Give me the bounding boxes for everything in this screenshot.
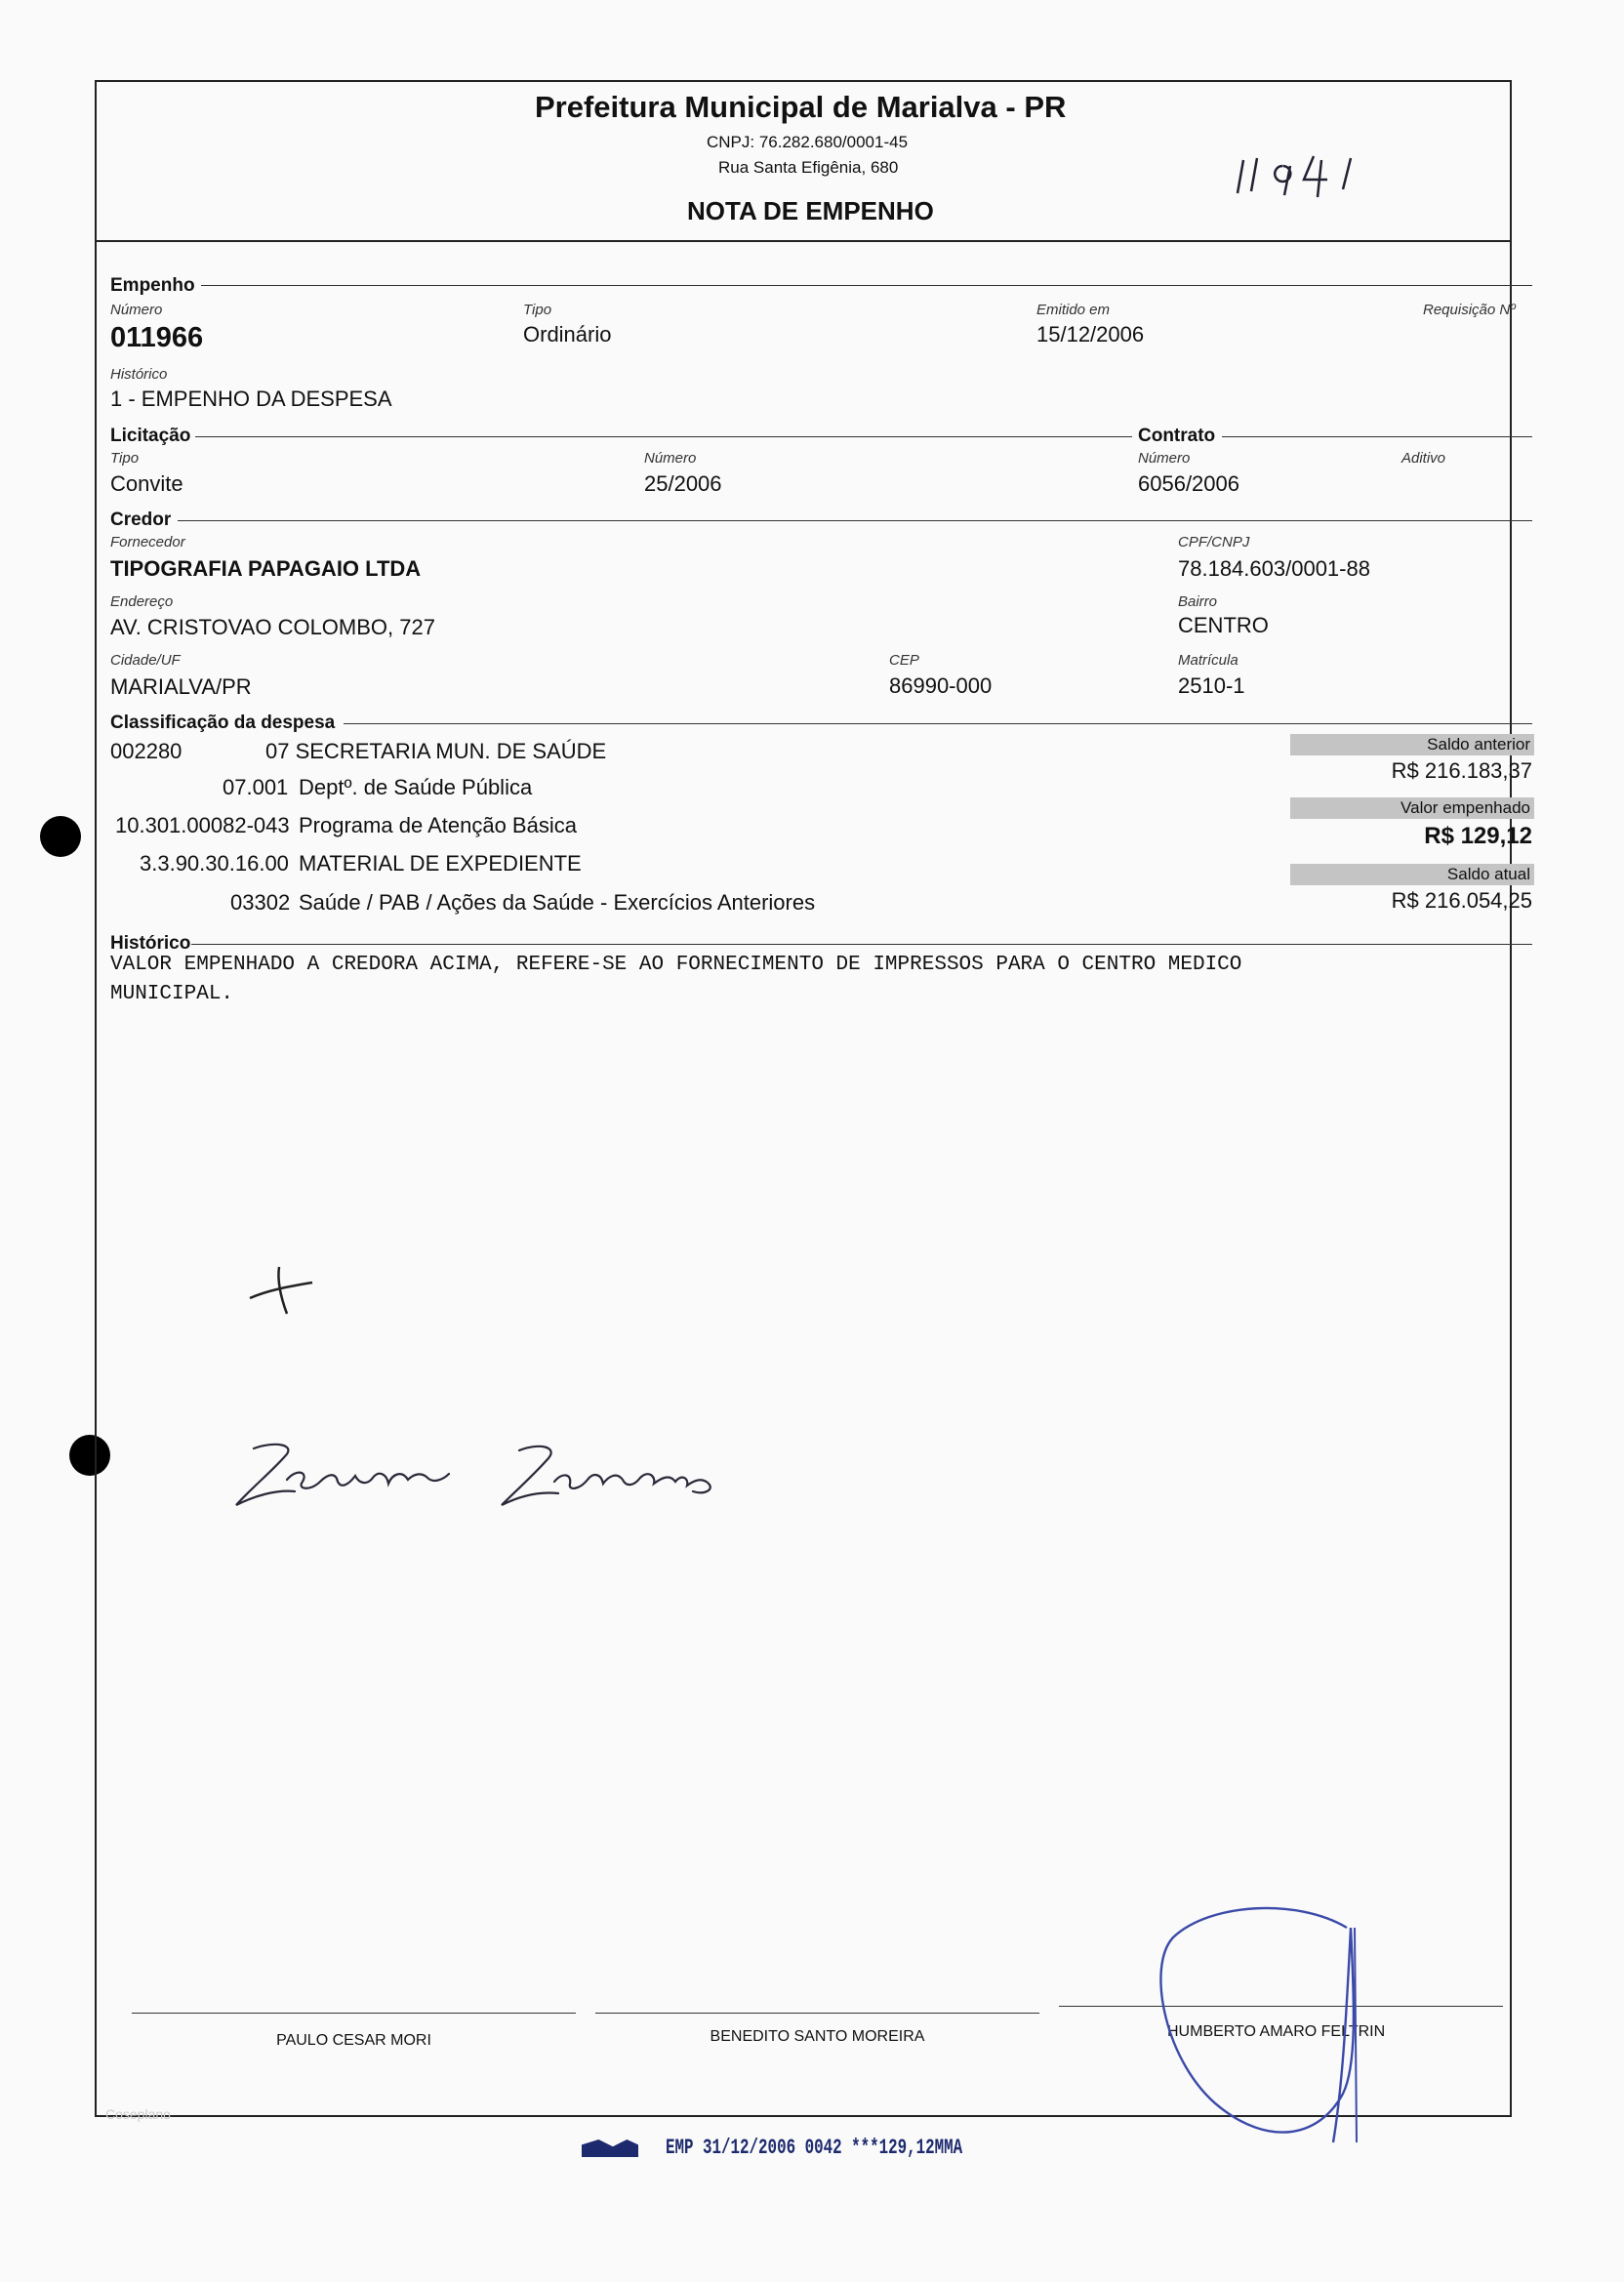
class-desc-1: 07 SECRETARIA MUN. DE SAÚDE — [265, 739, 607, 763]
contrato-numero-label: Número — [1138, 450, 1191, 467]
saldo-anterior-value: R$ 216.183,37 — [1391, 758, 1532, 783]
cidade-value: MARIALVA/PR — [110, 674, 252, 699]
matricula-value: 2510-1 — [1178, 673, 1245, 698]
fornecedor-name: TIPOGRAFIA PAPAGAIO LTDA — [110, 556, 422, 581]
empenho-historico-label: Histórico — [110, 366, 168, 383]
cep-value: 86990-000 — [889, 673, 993, 698]
section-historico: Histórico — [110, 933, 191, 954]
class-desc-4: MATERIAL DE EXPEDIENTE — [299, 851, 582, 876]
cidade-label: Cidade/UF — [110, 652, 181, 669]
credor-rule — [178, 520, 1532, 521]
signature-name-1: PAULO CESAR MORI — [276, 2032, 431, 2049]
empenho-tipo: Ordinário — [523, 322, 612, 346]
contrato-rule — [1222, 436, 1532, 437]
signature-name-2: BENEDITO SANTO MOREIRA — [710, 2028, 925, 2045]
licitacao-numero: 25/2006 — [644, 471, 722, 496]
cpf-cnpj-value: 78.184.603/0001-88 — [1178, 556, 1370, 581]
saldo-atual-value: R$ 216.054,25 — [1391, 888, 1532, 913]
class-desc-3: Programa de Atenção Básica — [299, 813, 577, 837]
address-line: Rua Santa Efigênia, 680 — [718, 158, 899, 177]
licitacao-numero-label: Número — [644, 450, 697, 467]
class-desc-2: Deptº. de Saúde Pública — [299, 775, 533, 799]
sig-line-2 — [595, 2013, 1039, 2014]
fornecedor-label: Fornecedor — [110, 534, 185, 550]
handwritten-signature — [226, 1435, 753, 1523]
section-licitacao: Licitação — [110, 426, 191, 446]
cep-label: CEP — [889, 652, 919, 669]
endereco-value: AV. CRISTOVAO COLOMBO, 727 — [110, 615, 435, 639]
licitacao-rule — [195, 436, 1132, 437]
aditivo-label: Aditivo — [1401, 450, 1446, 467]
bairro-value: CENTRO — [1178, 613, 1269, 637]
empenho-tipo-label: Tipo — [523, 302, 552, 318]
signature-name-3: HUMBERTO AMARO FELTRIN — [1167, 2023, 1386, 2040]
empenho-rule — [201, 285, 1532, 286]
class-code-4: 3.3.90.30.16.00 — [140, 851, 289, 876]
section-credor: Credor — [110, 509, 172, 530]
class-desc-5: Saúde / PAB / Ações da Saúde - Exercícios Anteriores — [299, 890, 816, 915]
empenho-numero-label: Número — [110, 302, 163, 318]
empenho-historico: 1 - EMPENHO DA DESPESA — [110, 387, 392, 411]
endereco-label: Endereço — [110, 593, 174, 610]
historico-line-2: MUNICIPAL. — [110, 983, 234, 1005]
cpf-cnpj-label: CPF/CNPJ — [1178, 534, 1250, 550]
class-code-1: 002280 — [110, 739, 183, 763]
classificacao-rule — [344, 723, 1532, 724]
valor-empenhado-value: R$ 129,12 — [1424, 823, 1532, 849]
saldo-anterior-label: Saldo anterior — [1290, 734, 1534, 755]
payment-stamp: EMP 31/12/2006 0042 ***129,12MMA — [666, 2136, 963, 2160]
handwritten-number — [1230, 146, 1376, 205]
class-code-5: 03302 — [230, 890, 291, 915]
section-classificacao: Classificação da despesa — [110, 713, 336, 733]
section-contrato: Contrato — [1138, 426, 1216, 446]
stamp-logo — [582, 2139, 638, 2157]
header-divider — [95, 240, 1512, 242]
empenho-numero: 011966 — [110, 322, 204, 353]
requisicao-label: Requisição Nº — [1423, 302, 1516, 318]
historico-line-1: VALOR EMPENHADO A CREDORA ACIMA, REFERE-SE AO FORNECIMENTO DE IMPRESSOS PARA O CENTRO MEDICO — [110, 954, 1242, 976]
class-code-2: 07.001 — [223, 775, 289, 799]
emitido-date: 15/12/2006 — [1036, 322, 1145, 346]
municipality-title: Prefeitura Municipal de Marialva - PR — [535, 90, 1067, 124]
emitido-label: Emitido em — [1036, 302, 1111, 318]
licitacao-tipo: Convite — [110, 471, 183, 496]
cnpj-line: CNPJ: 76.282.680/0001-45 — [707, 133, 909, 151]
document-title: NOTA DE EMPENHO — [687, 196, 934, 225]
faint-footer-text: Coseplano — [105, 2106, 171, 2122]
licitacao-tipo-label: Tipo — [110, 450, 140, 467]
contrato-numero: 6056/2006 — [1138, 471, 1239, 496]
bairro-label: Bairro — [1178, 593, 1218, 610]
sig-line-1 — [132, 2013, 576, 2014]
punch-hole-top — [40, 816, 81, 857]
valor-empenhado-label: Valor empenhado — [1290, 797, 1534, 819]
handwritten-cross-mark — [244, 1261, 322, 1320]
matricula-label: Matrícula — [1178, 652, 1238, 669]
loop-signature — [1152, 1889, 1396, 2152]
class-code-3: 10.301.00082-043 — [115, 813, 290, 837]
saldo-atual-label: Saldo atual — [1290, 864, 1534, 885]
section-empenho: Empenho — [110, 275, 195, 296]
historico-rule — [191, 944, 1532, 945]
